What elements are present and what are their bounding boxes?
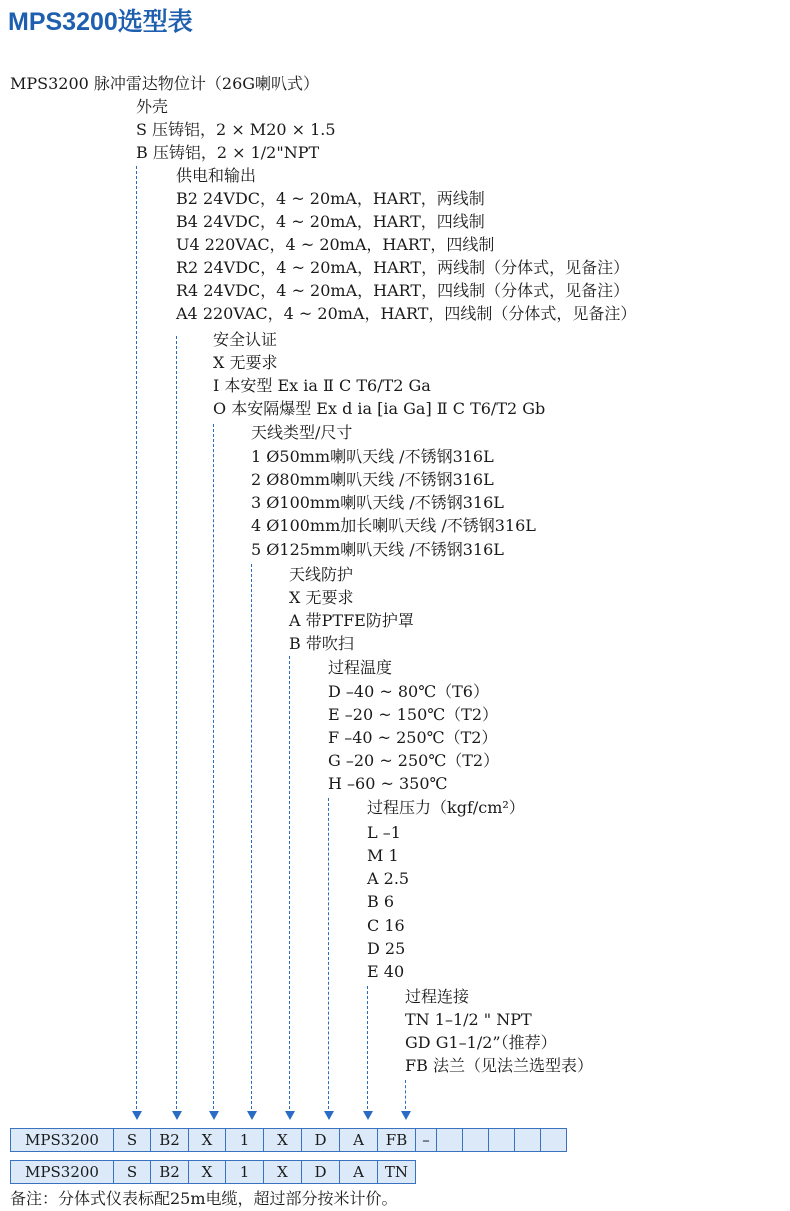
code-cell-power: B2 xyxy=(150,1160,189,1184)
code-cell-protection: X xyxy=(263,1128,302,1152)
pressure-option: M 1 xyxy=(367,846,399,865)
connector-line xyxy=(136,166,137,1109)
power-option: R2 24VDC，4 ~ 20mA，HART，两线制（分体式，见备注） xyxy=(176,258,630,277)
arrow-down-icon xyxy=(172,1111,182,1120)
connector-line xyxy=(251,564,252,1109)
housing-heading: 外壳 xyxy=(136,97,169,116)
code-cell-separator: – xyxy=(415,1128,437,1152)
connection-heading: 过程连接 xyxy=(405,987,470,1006)
temperature-option: E –20 ~ 150℃（T2） xyxy=(328,705,498,724)
code-cell-connection: TN xyxy=(377,1160,416,1184)
code-cell-extra xyxy=(540,1128,567,1152)
code-cell-extra xyxy=(462,1128,489,1152)
product-name: MPS3200 脉冲雷达物位计（26G喇叭式） xyxy=(10,74,320,93)
arrow-down-icon xyxy=(324,1111,334,1120)
power-heading: 供电和输出 xyxy=(176,166,257,185)
arrow-down-icon xyxy=(132,1111,142,1120)
code-cell-housing: S xyxy=(113,1128,151,1152)
pressure-option: A 2.5 xyxy=(367,869,410,888)
housing-option: B 压铸铝，2 × 1/2"NPT xyxy=(136,143,320,162)
pressure-option: E 40 xyxy=(367,962,405,981)
model-code-row-example xyxy=(10,1160,416,1184)
code-cell-extra xyxy=(514,1128,541,1152)
arrow-down-icon xyxy=(401,1111,411,1120)
antenna-option: 5 Ø125mm喇叭天线 /不锈钢316L xyxy=(251,540,504,559)
page-title: MPS3200选型表 xyxy=(8,8,193,36)
pressure-heading: 过程压力（kgf/cm²） xyxy=(367,798,525,817)
code-cell-connection: FB xyxy=(377,1128,416,1152)
certification-option: O 本安隔爆型 Ex d ia [ia Ga] Ⅱ C T6/T2 Gb xyxy=(213,399,546,418)
power-option: R4 24VDC，4 ~ 20mA，HART，四线制（分体式，见备注） xyxy=(176,281,630,300)
code-cell-pressure: A xyxy=(339,1128,378,1152)
temperature-option: F –40 ~ 250℃（T2） xyxy=(328,728,498,747)
code-cell-model: MPS3200 xyxy=(10,1160,114,1184)
protection-heading: 天线防护 xyxy=(289,565,354,584)
certification-heading: 安全认证 xyxy=(213,330,278,349)
connector-line xyxy=(289,656,290,1109)
temperature-heading: 过程温度 xyxy=(328,658,393,677)
pressure-option: B 6 xyxy=(367,892,395,911)
arrow-down-icon xyxy=(209,1111,219,1120)
code-cell-certification: X xyxy=(188,1160,226,1184)
connection-option: TN 1–1/2 " NPT xyxy=(405,1010,532,1029)
code-cell-certification: X xyxy=(188,1128,226,1152)
power-option: U4 220VAC，4 ~ 20mA，HART，四线制 xyxy=(176,235,495,254)
code-cell-temperature: D xyxy=(301,1160,340,1184)
pressure-option: D 25 xyxy=(367,939,406,958)
pressure-option: L –1 xyxy=(367,823,401,842)
protection-option: X 无要求 xyxy=(289,588,354,607)
certification-option: I 本安型 Ex ia Ⅱ C T6/T2 Ga xyxy=(213,376,431,395)
code-cell-temperature: D xyxy=(301,1128,340,1152)
arrow-down-icon xyxy=(247,1111,257,1120)
antenna-option: 4 Ø100mm加长喇叭天线 /不锈钢316L xyxy=(251,516,536,535)
footnote: 备注：分体式仪表标配25m电缆，超过部分按米计价。 xyxy=(10,1189,398,1208)
power-option: B2 24VDC，4 ~ 20mA，HART，两线制 xyxy=(176,189,485,208)
connection-option: GD G1–1/2”（推荐） xyxy=(405,1033,557,1052)
connector-line xyxy=(328,798,329,1109)
connector-line xyxy=(176,336,177,1109)
code-cell-pressure: A xyxy=(339,1160,378,1184)
protection-option: B 带吹扫 xyxy=(289,634,354,653)
code-cell-model: MPS3200 xyxy=(10,1128,114,1152)
power-option: B4 24VDC，4 ~ 20mA，HART，四线制 xyxy=(176,212,485,231)
code-cell-protection: X xyxy=(263,1160,302,1184)
antenna-option: 1 Ø50mm喇叭天线 /不锈钢316L xyxy=(251,447,494,466)
code-cell-extra xyxy=(488,1128,515,1152)
protection-option: A 带PTFE防护罩 xyxy=(289,611,414,630)
housing-option: S 压铸铝，2 × M20 × 1.5 xyxy=(136,120,336,139)
certification-option: X 无要求 xyxy=(213,353,278,372)
code-cell-antenna: 1 xyxy=(225,1128,264,1152)
pressure-option: C 16 xyxy=(367,916,405,935)
code-cell-extra xyxy=(436,1128,463,1152)
antenna-heading: 天线类型/尺寸 xyxy=(251,423,353,442)
arrow-down-icon xyxy=(285,1111,295,1120)
connection-option: FB 法兰（见法兰选型表） xyxy=(405,1056,593,1075)
power-option: A4 220VAC，4 ~ 20mA，HART，四线制（分体式，见备注） xyxy=(176,304,637,323)
connector-line xyxy=(405,1080,406,1109)
connector-line xyxy=(367,986,368,1109)
temperature-option: G –20 ~ 250℃（T2） xyxy=(328,751,500,770)
antenna-option: 2 Ø80mm喇叭天线 /不锈钢316L xyxy=(251,470,494,489)
code-cell-antenna: 1 xyxy=(225,1160,264,1184)
temperature-option: H –60 ~ 350℃ xyxy=(328,774,448,793)
connector-line xyxy=(213,424,214,1109)
temperature-option: D –40 ~ 80℃（T6） xyxy=(328,682,489,701)
code-cell-housing: S xyxy=(113,1160,151,1184)
arrow-down-icon xyxy=(363,1111,373,1120)
antenna-option: 3 Ø100mm喇叭天线 /不锈钢316L xyxy=(251,493,504,512)
model-code-row xyxy=(10,1128,567,1152)
code-cell-power: B2 xyxy=(150,1128,189,1152)
